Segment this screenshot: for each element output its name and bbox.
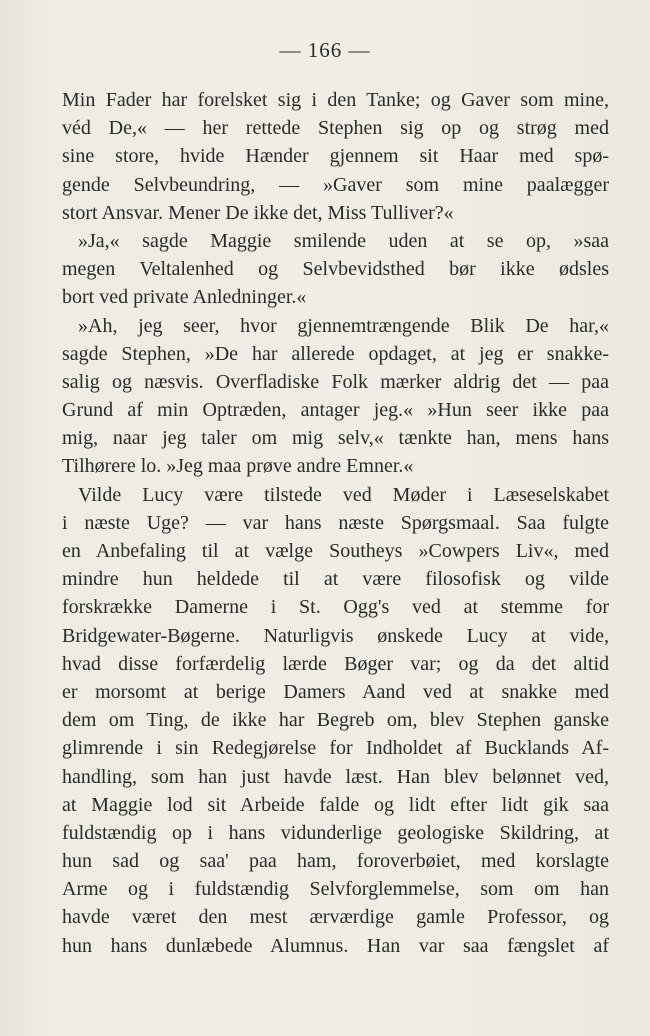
text-line: hun hans dunlæbede Alumnus. Han var saa fængslet af — [62, 934, 609, 957]
text-line: sagde Stephen, »De har allerede opdaget, at jeg er snakke- — [62, 342, 609, 365]
text-line: »Ja,« sagde Maggie smilende uden at se op, »saa — [78, 229, 609, 252]
text-line: forskrække Damerne i St. Ogg's ved at stemme for — [62, 596, 609, 619]
text-line: er morsomt at berige Damers Aand ved at snakke med — [62, 680, 609, 703]
text-line: megen Veltalenhed og Selvbevidsthed bør ikke ødsles — [62, 258, 609, 281]
text-line: »Ah, jeg seer, hvor gjennemtrængende Blik De har,« — [78, 314, 609, 337]
text-line: dem om Ting, de ikke har Begreb om, blev Stephen ganske — [62, 709, 609, 732]
text-line: Tilhørere lo. »Jeg maa prøve andre Emner.« — [62, 455, 414, 478]
text-line: at Maggie lod sit Arbeide falde og lidt efter lidt gik saa — [62, 793, 609, 816]
text-line: Bridgewater-Bøgerne. Naturligvis ønskede Lucy at vide, — [62, 624, 609, 647]
text-line: sine store, hvide Hænder gjennem sit Haar med spø- — [62, 145, 609, 168]
text-line: Grund af min Optræden, antager jeg.« »Hun seer ikke paa — [62, 399, 609, 422]
text-line: havde været den mest ærværdige gamle Professor, og — [62, 906, 609, 929]
text-line: glimrende i sin Redegjørelse for Indholdet af Bucklands Af- — [62, 737, 609, 760]
text-line: mindre hun heldede til at være filosofisk og vilde — [62, 568, 609, 591]
text-line: gende Selvbeundring, — »Gaver som mine paalægger — [62, 173, 609, 196]
text-line: Arme og i fuldstændig Selvforglemmelse, som om han — [62, 878, 609, 901]
text-line: stort Ansvar. Mener De ikke det, Miss Tulliver?« — [62, 201, 454, 224]
text-line: fuldstændig op i hans vidunderlige geologiske Skildring, at — [62, 821, 609, 844]
body-text — [62, 86, 609, 960]
text-line: Min Fader har forelsket sig i den Tanke; og Gaver som mine, — [62, 89, 609, 111]
text-line: i næste Uge? — var hans næste Spørgsmaal. Saa fulgte — [62, 511, 609, 534]
text-line: bort ved private Anledninger.« — [62, 286, 307, 309]
text-line: Vilde Lucy være tilstede ved Møder i Læseselskabet — [78, 483, 609, 506]
text-line: véd De,« — her rettede Stephen sig op og strøg med — [62, 117, 609, 140]
text-line: hvad disse forfærdelig lærde Bøger var; og da det altid — [62, 652, 609, 675]
text-line: salig og næsvis. Overfladiske Folk mærker aldrig det — paa — [62, 370, 609, 393]
page-number: — 166 — — [279, 38, 371, 62]
text-line: hun sad og saa' paa ham, foroverbøiet, med korslagte — [62, 850, 609, 873]
text-line: mig, naar jeg taler om mig selv,« tænkte han, mens hans — [62, 427, 609, 450]
text-line: handling, som han just havde læst. Han blev belønnet ved, — [62, 765, 609, 788]
text-line: en Anbefaling til at vælge Southeys »Cowpers Liv«, med — [62, 540, 609, 562]
